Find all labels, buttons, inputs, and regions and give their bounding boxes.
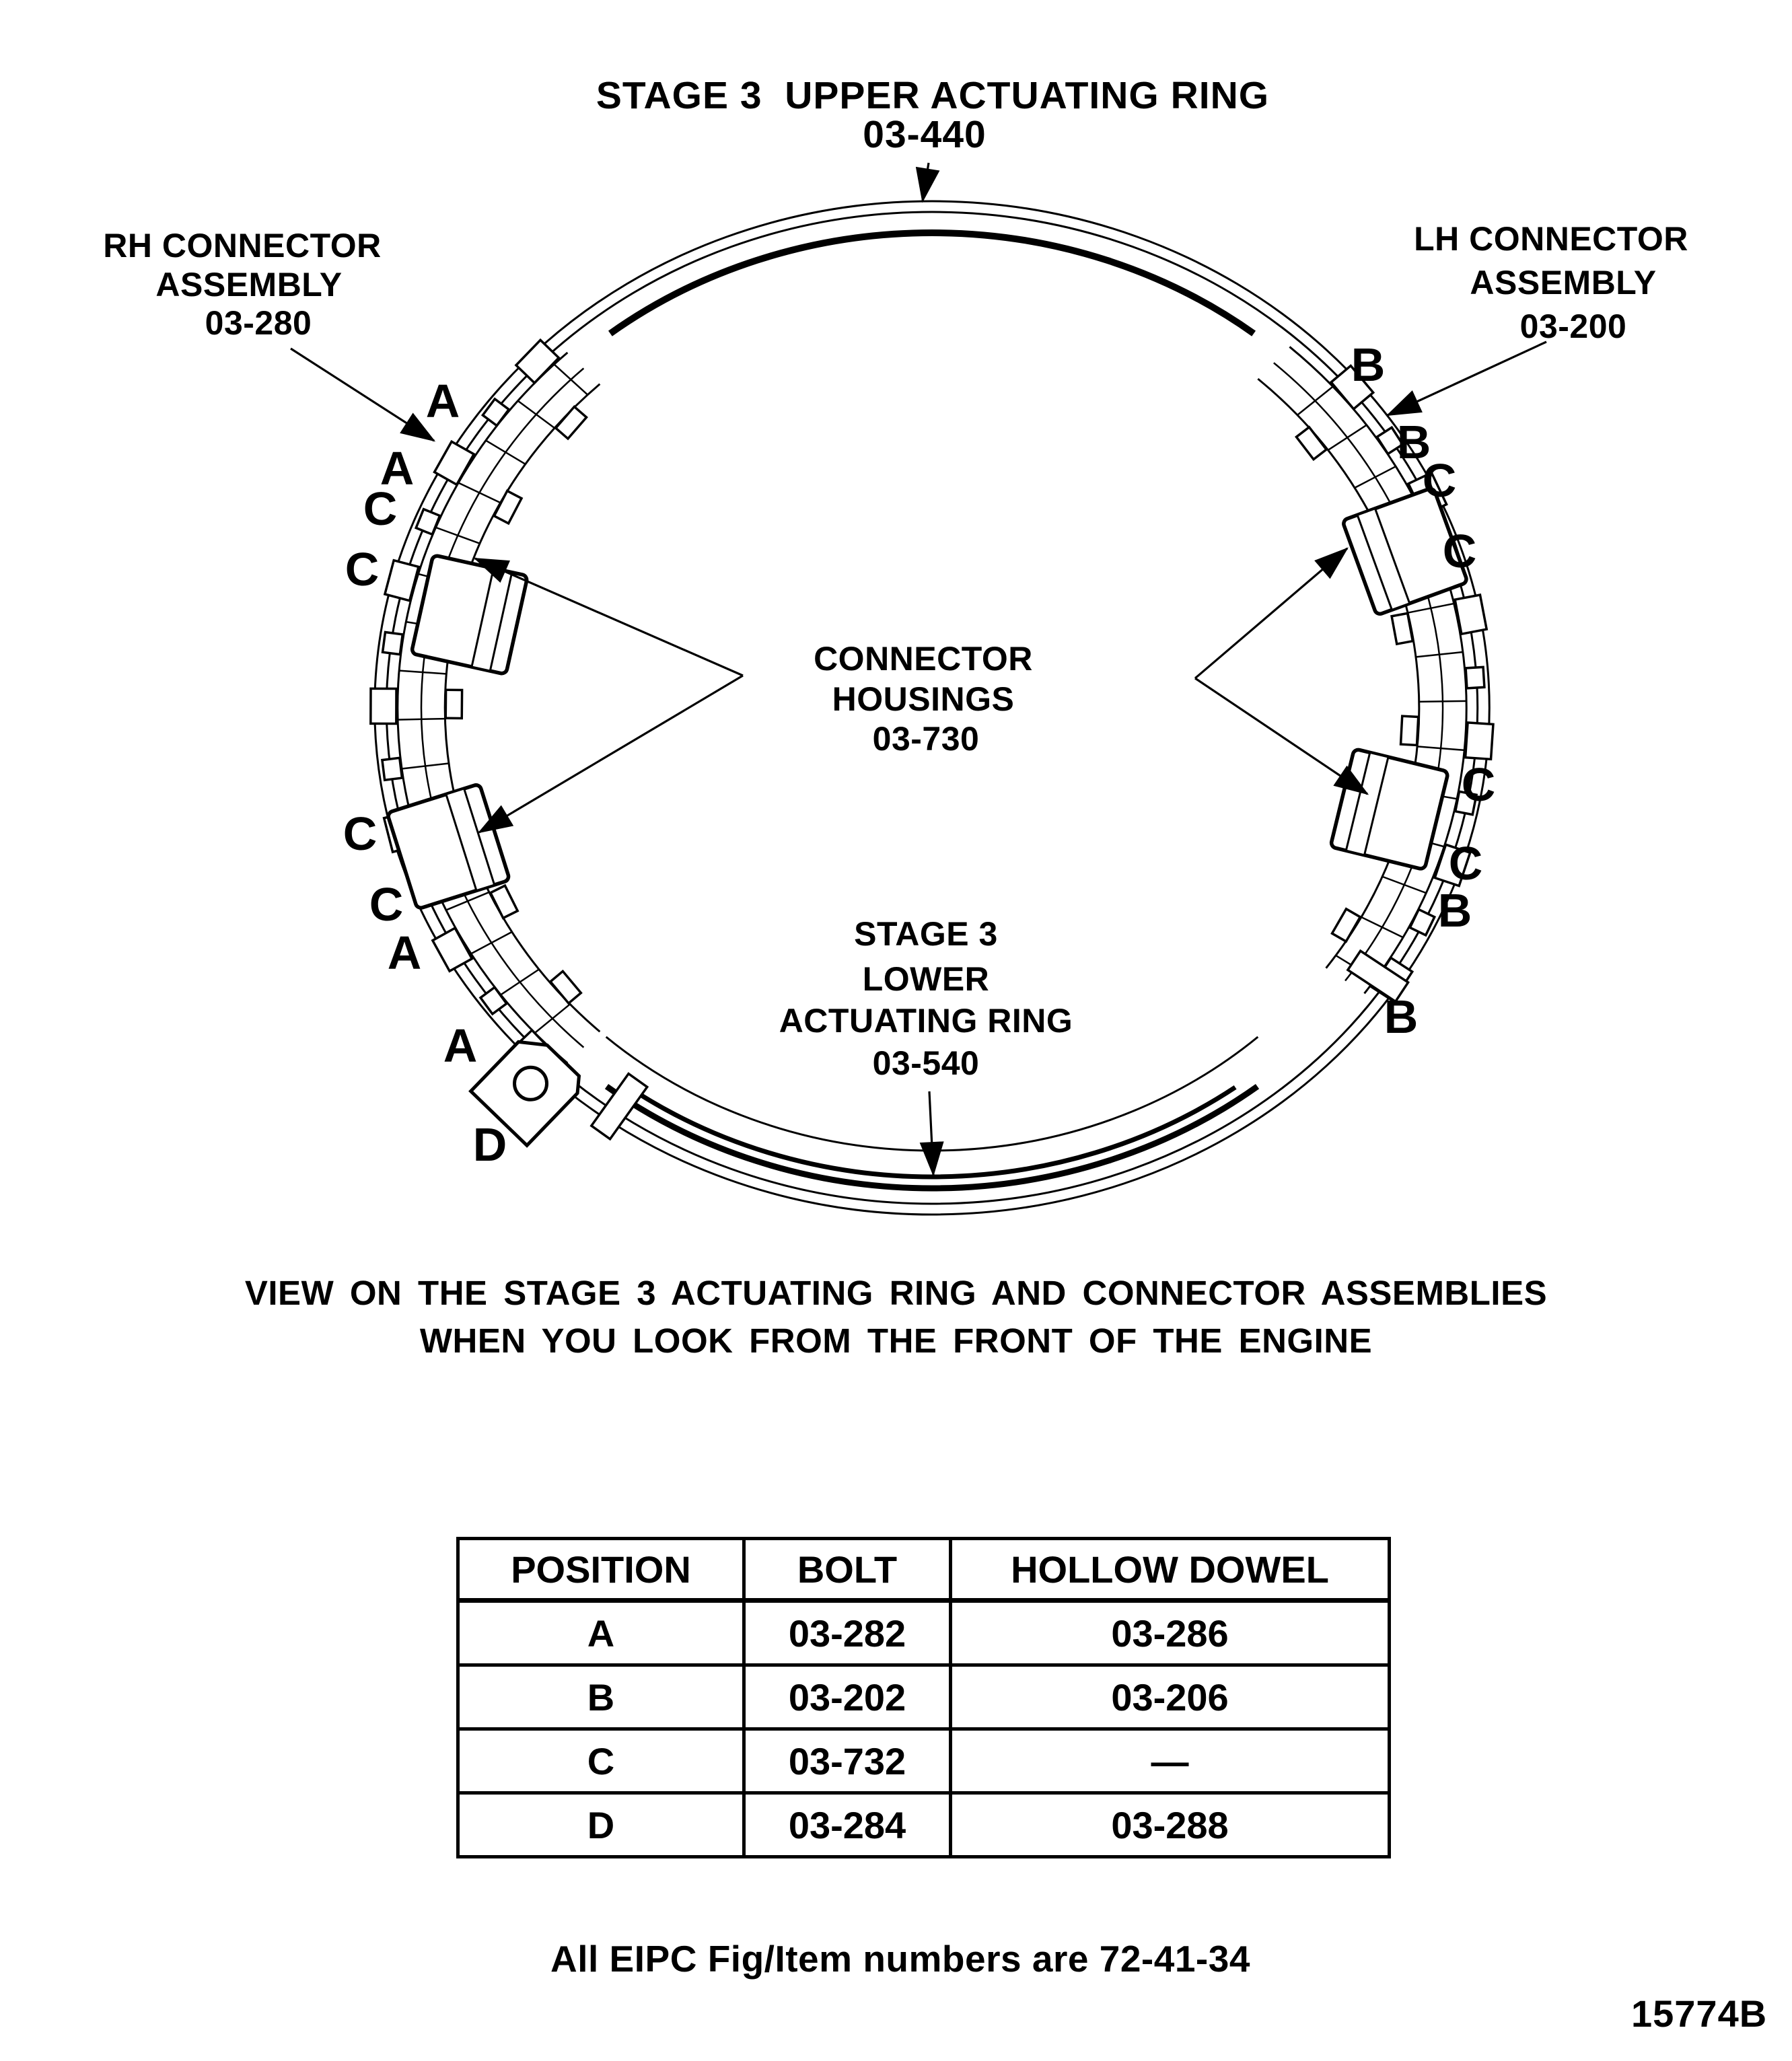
housing-arrow-lower-left (479, 676, 743, 832)
connector-housing (1330, 749, 1448, 870)
position-letter-a: A (380, 442, 415, 495)
position-letter-b: B (1384, 990, 1419, 1043)
eipc-note: All EIPC Fig/Item numbers are 72-41-34 (550, 1938, 1250, 1980)
table-row (458, 1601, 1390, 1665)
rh-assembly-arrow (291, 349, 434, 441)
position-letter-b: B (1351, 338, 1386, 391)
figure-caption-line1: VIEW ON THE STAGE 3 ACTUATING RING AND CONNECTOR ASSEMBLIES (244, 1274, 1548, 1312)
position-letter-c: C (1422, 454, 1457, 507)
cell-position: B (458, 1665, 744, 1729)
upper-ring-callout-line2: 03-440 (863, 113, 987, 156)
header-bolt: BOLT (744, 1539, 951, 1601)
position-letter-c: C (1461, 758, 1496, 811)
parts-table (456, 1537, 1391, 1858)
position-letter-c: C (1442, 525, 1477, 577)
cell-hollow-dowel: — (951, 1729, 1390, 1793)
rh-callout-line1: RH CONNECTOR (103, 227, 382, 264)
figure-caption-line2: WHEN YOU LOOK FROM THE FRONT OF THE ENGINE (419, 1322, 1373, 1360)
cell-hollow-dowel: 03-206 (951, 1665, 1390, 1729)
upper-ring-callout-line1: STAGE 3 UPPER ACTUATING RING (596, 74, 1270, 117)
table-row (458, 1793, 1390, 1857)
cell-bolt: 03-282 (744, 1601, 951, 1665)
position-letter-c: C (343, 807, 378, 860)
lh-callout-line2: ASSEMBLY (1470, 264, 1657, 301)
position-letter-d: D (472, 1118, 507, 1171)
upper-ring-arrow (923, 163, 929, 201)
cell-position: A (458, 1601, 744, 1665)
cell-hollow-dowel: 03-288 (951, 1793, 1390, 1857)
lh-callout-line1: LH CONNECTOR (1414, 220, 1688, 258)
figure-number: 15774B (1631, 1992, 1768, 2035)
housings-callout-line2: HOUSINGS (832, 680, 1015, 718)
table-row (458, 1665, 1390, 1729)
position-letter-c: C (369, 878, 404, 931)
table-row (458, 1729, 1390, 1793)
position-letter-b: B (1437, 884, 1472, 937)
position-letter-b: B (1396, 416, 1431, 468)
parts-table-header-row (458, 1539, 1390, 1601)
lower-ring-callout-line3: ACTUATING RING (779, 1002, 1073, 1040)
cell-bolt: 03-284 (744, 1793, 951, 1857)
lower-ring-callout-line4: 03-540 (872, 1044, 980, 1082)
lower-ring-arrow (929, 1091, 933, 1175)
lower-ring-callout-line2: LOWER (862, 960, 990, 998)
cell-position: D (458, 1793, 744, 1857)
rh-callout-line2: ASSEMBLY (155, 266, 343, 303)
cell-hollow-dowel: 03-286 (951, 1601, 1390, 1665)
header-hollow-dowel: HOLLOW DOWEL (951, 1539, 1390, 1601)
position-letter-c: C (345, 543, 380, 595)
position-letter-c: C (1448, 837, 1483, 890)
position-letter-a: A (425, 375, 460, 427)
housings-callout-line3: 03-730 (872, 720, 980, 758)
rh-callout-line3: 03-280 (205, 304, 312, 342)
lh-callout-line3: 03-200 (1519, 308, 1627, 345)
housing-arrow-upper-right (1195, 548, 1347, 678)
position-letter-a: A (387, 927, 422, 979)
cell-bolt: 03-732 (744, 1729, 951, 1793)
position-letter-a: A (443, 1019, 478, 1072)
housing-arrow-lower-right (1195, 678, 1367, 794)
lh-assembly-arrow (1388, 342, 1546, 415)
position-letter-c: C (363, 482, 398, 535)
cell-bolt: 03-202 (744, 1665, 951, 1729)
lower-ring-callout-line1: STAGE 3 (854, 915, 998, 953)
cell-position: C (458, 1729, 744, 1793)
housings-callout-line1: CONNECTOR (814, 640, 1033, 678)
header-position: POSITION (458, 1539, 744, 1601)
connector-housing (387, 784, 509, 909)
